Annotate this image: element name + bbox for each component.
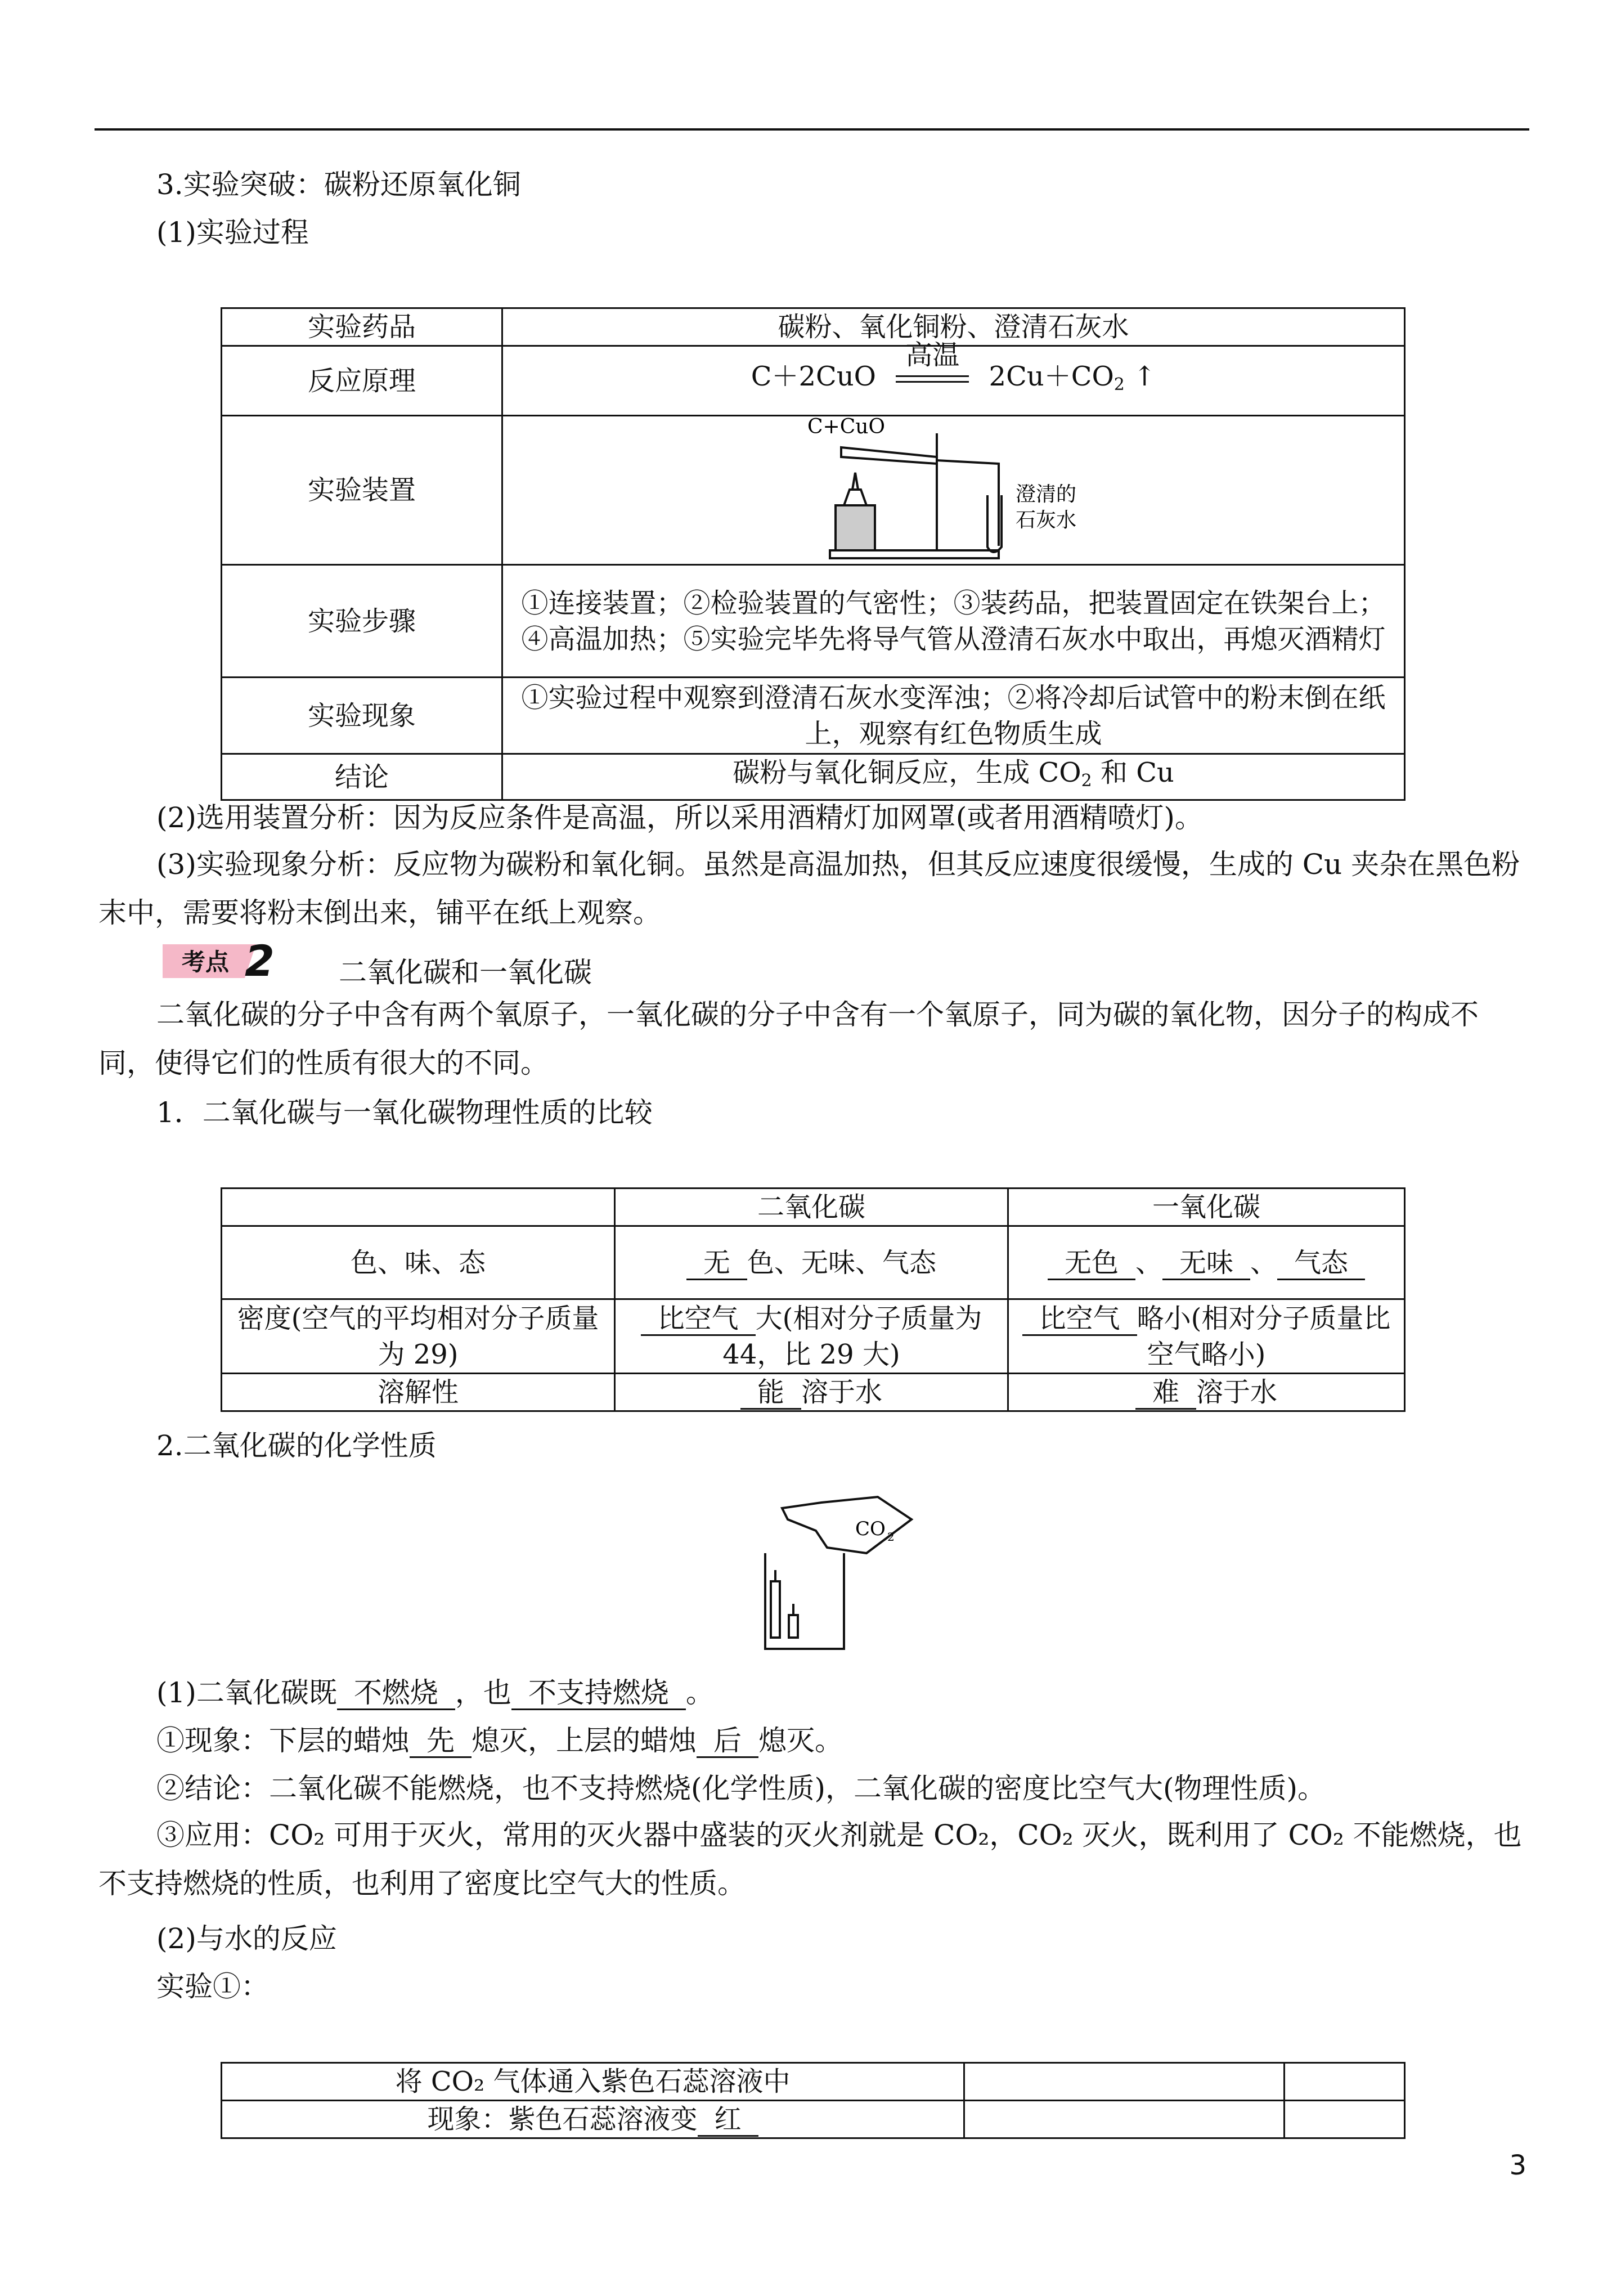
empty-cell	[1285, 2063, 1405, 2101]
badge-label: 考点	[182, 948, 230, 976]
kaodian-badge	[160, 939, 276, 983]
stand-base	[830, 550, 999, 558]
conclusion-line: ②结论：二氧化碳不能燃烧，也不支持燃烧(化学性质)，二氧化碳的密度比空气大(物理性质)。	[156, 1772, 1326, 1805]
phenomenon-line: ①现象：下层的蜡烛 先 熄灭，上层的蜡烛 后 熄灭。	[156, 1724, 843, 1757]
flame	[852, 473, 858, 490]
row-value: ①连接装置；②检验装置的气密性；③装药品，把装置固定在铁架台上；④高温加热；⑤实验完毕先将导气管从澄清石灰水中取出，再熄灭酒精灯	[502, 565, 1405, 678]
application-paragraph: ③应用：CO₂ 可用于灭火，常用的灭火器中盛装的灭火剂就是 CO₂，CO₂ 灭火，既利用了 CO₂ 不能燃烧，也不支持燃烧的性质，也利用了密度比空气大的性质。	[98, 1819, 1522, 1900]
badge-number: 2	[245, 939, 275, 983]
experiment-1-label: 实验①：	[156, 1970, 269, 2003]
intro-paragraph: 二氧化碳的分子中含有两个氧原子，一氧化碳的分子中含有一个氧原子，同为碳的氧化物，因分子的构成不同，使得它们的性质有很大的不同。	[98, 998, 1479, 1079]
reaction-condition: 高温	[896, 362, 969, 396]
empty-cell	[1285, 2101, 1405, 2138]
row-value: 碳粉、氧化铜粉、澄清石灰水	[502, 308, 1405, 346]
figure-label-limewater-2: 石灰水	[1015, 509, 1076, 532]
water-reaction-title: (2)与水的反应	[156, 1922, 337, 1955]
header-rule	[95, 128, 1529, 131]
header-cell-empty	[222, 1189, 615, 1226]
page-number: 3	[1509, 2150, 1526, 2181]
row-value: ①实验过程中观察到澄清石灰水变浑浊；②将冷却后试管中的粉末倒在纸上，观察有红色物质生成	[502, 678, 1405, 754]
experiment-phenomenon: 现象：紫色石蕊溶液变 红	[222, 2101, 964, 2138]
burner-top	[844, 490, 866, 505]
row-label: 实验现象	[222, 678, 502, 754]
test-tube	[841, 447, 937, 464]
apparatus-figure	[796, 416, 1111, 564]
cell-co: 难 溶于水	[1008, 1374, 1404, 1411]
cell-co2: 能 溶于水	[614, 1374, 1008, 1411]
cell-co: 无色 、 无味 、 气态	[1008, 1226, 1404, 1299]
subsection-title-1: 1．二氧化碳与一氧化碳物理性质的比较	[156, 1096, 653, 1129]
row-label: 反应原理	[222, 346, 502, 416]
experiment-1-table	[221, 2062, 1406, 2139]
experiment-table	[221, 307, 1406, 801]
property-line-1: (1)二氧化碳既 不燃烧 ，也 不支持燃烧 。	[156, 1676, 714, 1709]
figure-label-reactant: C+CuO	[807, 416, 885, 438]
beaker	[765, 1553, 844, 1649]
reaction-equation: C＋2CuO 高温 $2Cu+CO_2$ ↑	[502, 346, 1405, 416]
subsection-title: (1)实验过程	[156, 216, 309, 249]
gas-jar	[782, 1497, 911, 1553]
property-comparison-table	[221, 1187, 1406, 1412]
empty-cell	[964, 2101, 1285, 2138]
cell-co2: 比空气 大(相对分子质量为 44，比 29 大)	[614, 1299, 1008, 1374]
apparatus-figure-cell	[502, 416, 1405, 565]
row-label: 实验步骤	[222, 565, 502, 678]
kaodian-title: 二氧化碳和一氧化碳	[339, 956, 592, 989]
gas-label: CO	[855, 1518, 886, 1540]
row-label: 色、味、态	[222, 1226, 615, 1299]
figure-label-limewater-1: 澄清的	[1015, 483, 1076, 506]
candle-tall	[771, 1581, 780, 1638]
co2-pouring-figure	[754, 1486, 934, 1654]
row-label: 实验装置	[222, 416, 502, 565]
section-title: 3.实验突破：碳粉还原氧化铜	[156, 168, 521, 201]
cell-co2: 无 色、无味、气态	[614, 1226, 1008, 1299]
delivery-tube	[937, 460, 999, 546]
experiment-step: 将 CO₂ 气体通入紫色石蕊溶液中	[222, 2063, 964, 2101]
row-label: 密度(空气的平均相对分子质量为 29)	[222, 1299, 615, 1374]
analysis-paragraph-3: (3)实验现象分析：反应物为碳粉和氧化铜。虽然是高温加热，但其反应速度很缓慢，生成的 Cu 夹杂在黑色粉末中，需要将粉末倒出来，铺平在纸上观察。	[98, 848, 1520, 929]
header-co: 一氧化碳	[1008, 1189, 1404, 1226]
gas-label-subscript: 2	[887, 1530, 895, 1544]
row-label: 实验药品	[222, 308, 502, 346]
candle-short	[789, 1615, 798, 1638]
header-co2: 二氧化碳	[614, 1189, 1008, 1226]
analysis-paragraph-2: (2)选用装置分析：因为反应条件是高温，所以采用酒精灯加网罩(或者用酒精喷灯)。	[156, 801, 1203, 834]
row-label: 结论	[222, 754, 502, 800]
cell-co: 比空气 略小(相对分子质量比空气略小)	[1008, 1299, 1404, 1374]
subsection-title-2: 2.二氧化碳的化学性质	[156, 1429, 437, 1462]
row-label: 溶解性	[222, 1374, 615, 1411]
row-value: 碳粉与氧化铜反应，生成 $CO_2$ 和 Cu	[502, 754, 1405, 800]
burner	[836, 505, 875, 550]
empty-cell	[964, 2063, 1285, 2101]
